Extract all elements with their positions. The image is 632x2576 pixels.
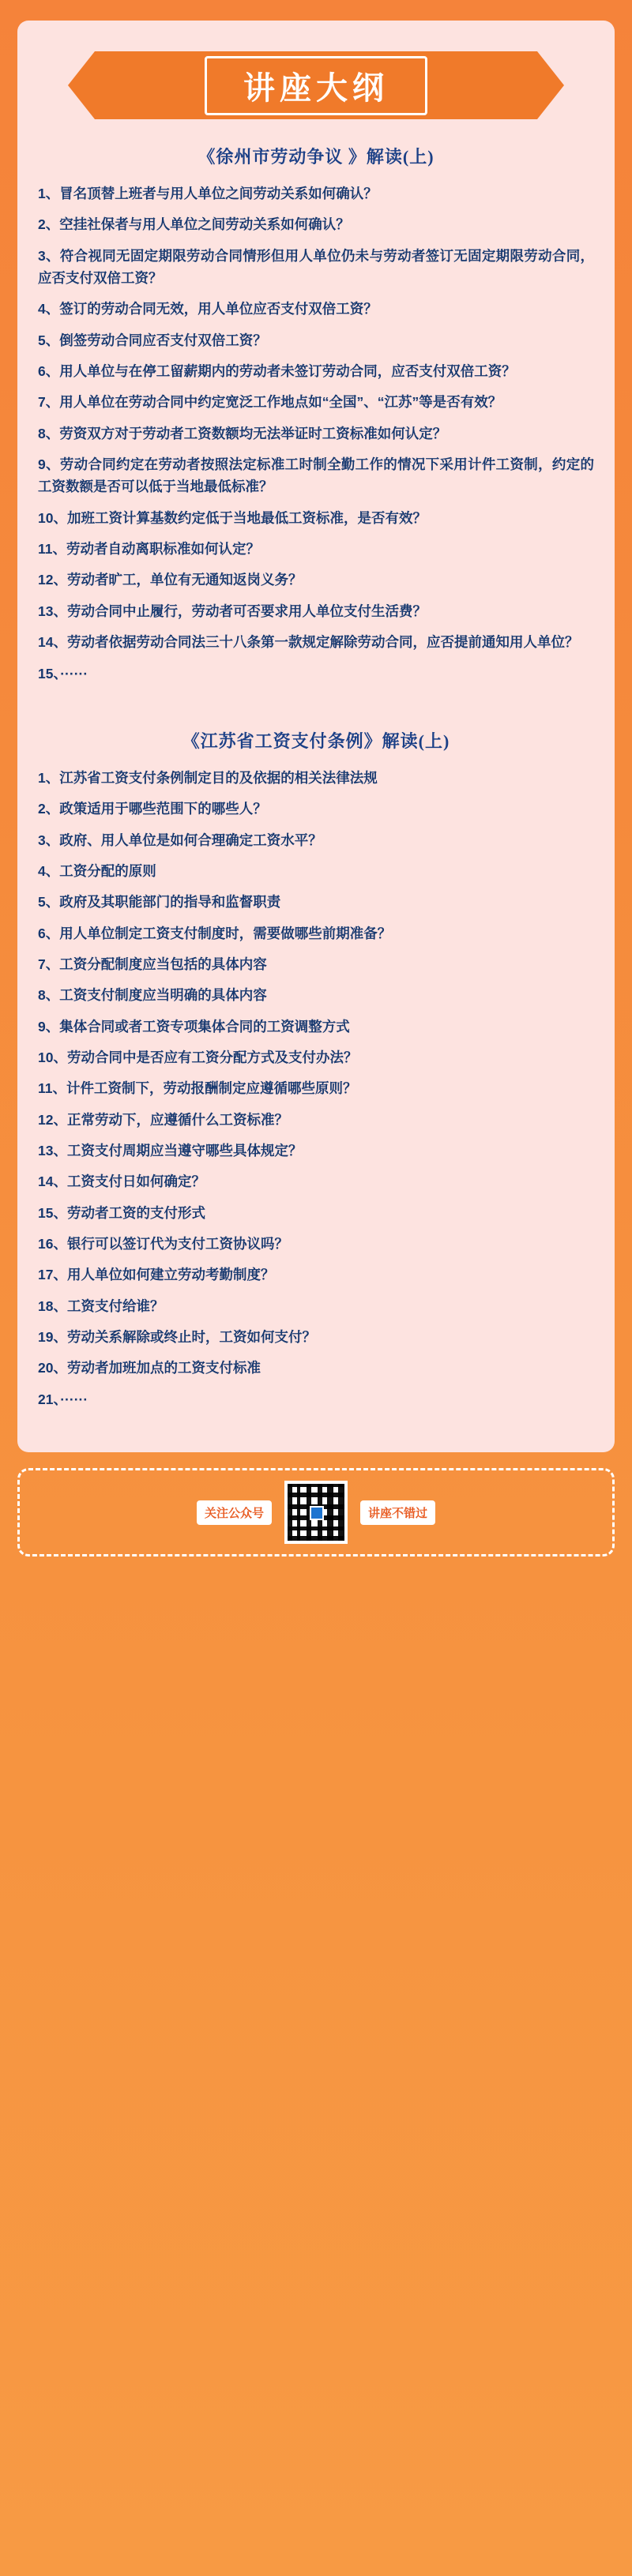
list-item: 10、劳动合同中是否应有工资分配方式及支付办法？ (38, 1049, 358, 1065)
list-item: 1、江苏省工资支付条例制定目的及依据的相关法律法规 (38, 769, 378, 786)
list-item: 5、倒签劳动合同应否支付双倍工资？ (38, 332, 267, 348)
list-item: 7、工资分配制度应当包括的具体内容 (38, 956, 267, 972)
list-item: 8、工资支付制度应当明确的具体内容 (38, 987, 267, 1004)
list-item: 9、劳动合同约定在劳动者按照法定标准工时制全勤工作的情况下采用计件工资制，约定的工资数额是否可以低于当地最低标准？ (38, 456, 594, 495)
list-item: 6、用人单位制定工资支付制度时，需要做哪些前期准备？ (38, 925, 392, 941)
list-item: 4、工资分配的原则 (38, 862, 156, 879)
list-item: 2、空挂社保者与用人单位之间劳动关系如何确认？ (38, 216, 350, 233)
list-item: 12、正常劳动下，应遵循什么工资标准？ (38, 1111, 288, 1128)
list-item: 15、······ (38, 665, 88, 682)
section-title: 《江苏省工资支付条例》解读(上) (182, 730, 450, 751)
dont-miss-lecture-label: 讲座不错过 (360, 1500, 435, 1525)
list-item: 11、劳动者自动离职标准如何认定？ (38, 541, 260, 558)
section-jiangsu (38, 728, 594, 1410)
section-title: 《徐州市劳动争议 》解读(上) (198, 147, 434, 167)
list-item: 3、政府、用人单位是如何合理确定工资水平？ (38, 832, 322, 848)
qr-code-icon[interactable] (284, 1481, 348, 1544)
list-item: 17、用人单位如何建立劳动考勤制度？ (38, 1267, 275, 1283)
list-item: 2、政策适用于哪些范围下的哪些人？ (38, 801, 267, 817)
list-item: 7、用人单位在劳动合同中约定宽泛工作地点如“全国”、“江苏”等是否有效？ (38, 394, 502, 411)
page-title: 讲座大纲 (243, 69, 389, 106)
list-item: 12、劳动者旷工，单位有无通知返岗义务？ (38, 572, 303, 588)
section-xuzhou (38, 144, 594, 685)
list-item: 21、······ (38, 1391, 88, 1407)
list-item: 18、工资支付给谁？ (38, 1297, 164, 1314)
list-item: 3、符合视同无固定期限劳动合同情形但用人单位仍未与劳动者签订无固定期限劳动合同，应否支付双倍工资？ (38, 247, 594, 287)
section-gap (38, 693, 594, 706)
follow-account-label: 关注公众号 (197, 1500, 272, 1525)
list-item: 20、劳动者加班加点的工资支付标准 (38, 1360, 261, 1376)
list-item: 4、签订的劳动合同无效，用人单位应否支付双倍工资？ (38, 301, 378, 317)
list-item: 13、工资支付周期应当遵守哪些具体规定？ (38, 1142, 303, 1158)
list-item: 11、计件工资制下，劳动报酬制定应遵循哪些原则？ (38, 1080, 357, 1097)
list-item: 19、劳动关系解除或终止时，工资如何支付？ (38, 1329, 316, 1346)
list-item: 14、工资支付日如何确定？ (38, 1173, 205, 1190)
list-item: 15、劳动者工资的支付形式 (38, 1204, 205, 1221)
list-item: 1、冒名顶替上班者与用人单位之间劳动关系如何确认？ (38, 186, 378, 201)
footer-qr-block (17, 1468, 615, 1556)
banner (38, 49, 594, 122)
list-item: 13、劳动合同中止履行，劳动者可否要求用人单位支付生活费？ (38, 603, 427, 619)
banner-inner-frame (205, 56, 427, 115)
list-item: 10、加班工资计算基数约定低于当地最低工资标准，是否有效？ (38, 509, 427, 526)
list-item: 8、劳资双方对于劳动者工资数额均无法举证时工资标准如何认定？ (38, 425, 447, 441)
list-item: 9、集体合同或者工资专项集体合同的工资调整方式 (38, 1018, 350, 1035)
list-item: 16、银行可以签订代为支付工资协议吗？ (38, 1236, 288, 1252)
list-item: 14、劳动者依据劳动合同法三十八条第一款规定解除劳动合同，应否提前通知用人单位？ (38, 634, 579, 651)
banner-ribbon (95, 51, 537, 119)
content-card (17, 21, 615, 1452)
list-item: 6、用人单位与在停工留薪期内的劳动者未签订劳动合同，应否支付双倍工资？ (38, 363, 516, 380)
list-item: 5、政府及其职能部门的指导和监督职责 (38, 894, 281, 911)
